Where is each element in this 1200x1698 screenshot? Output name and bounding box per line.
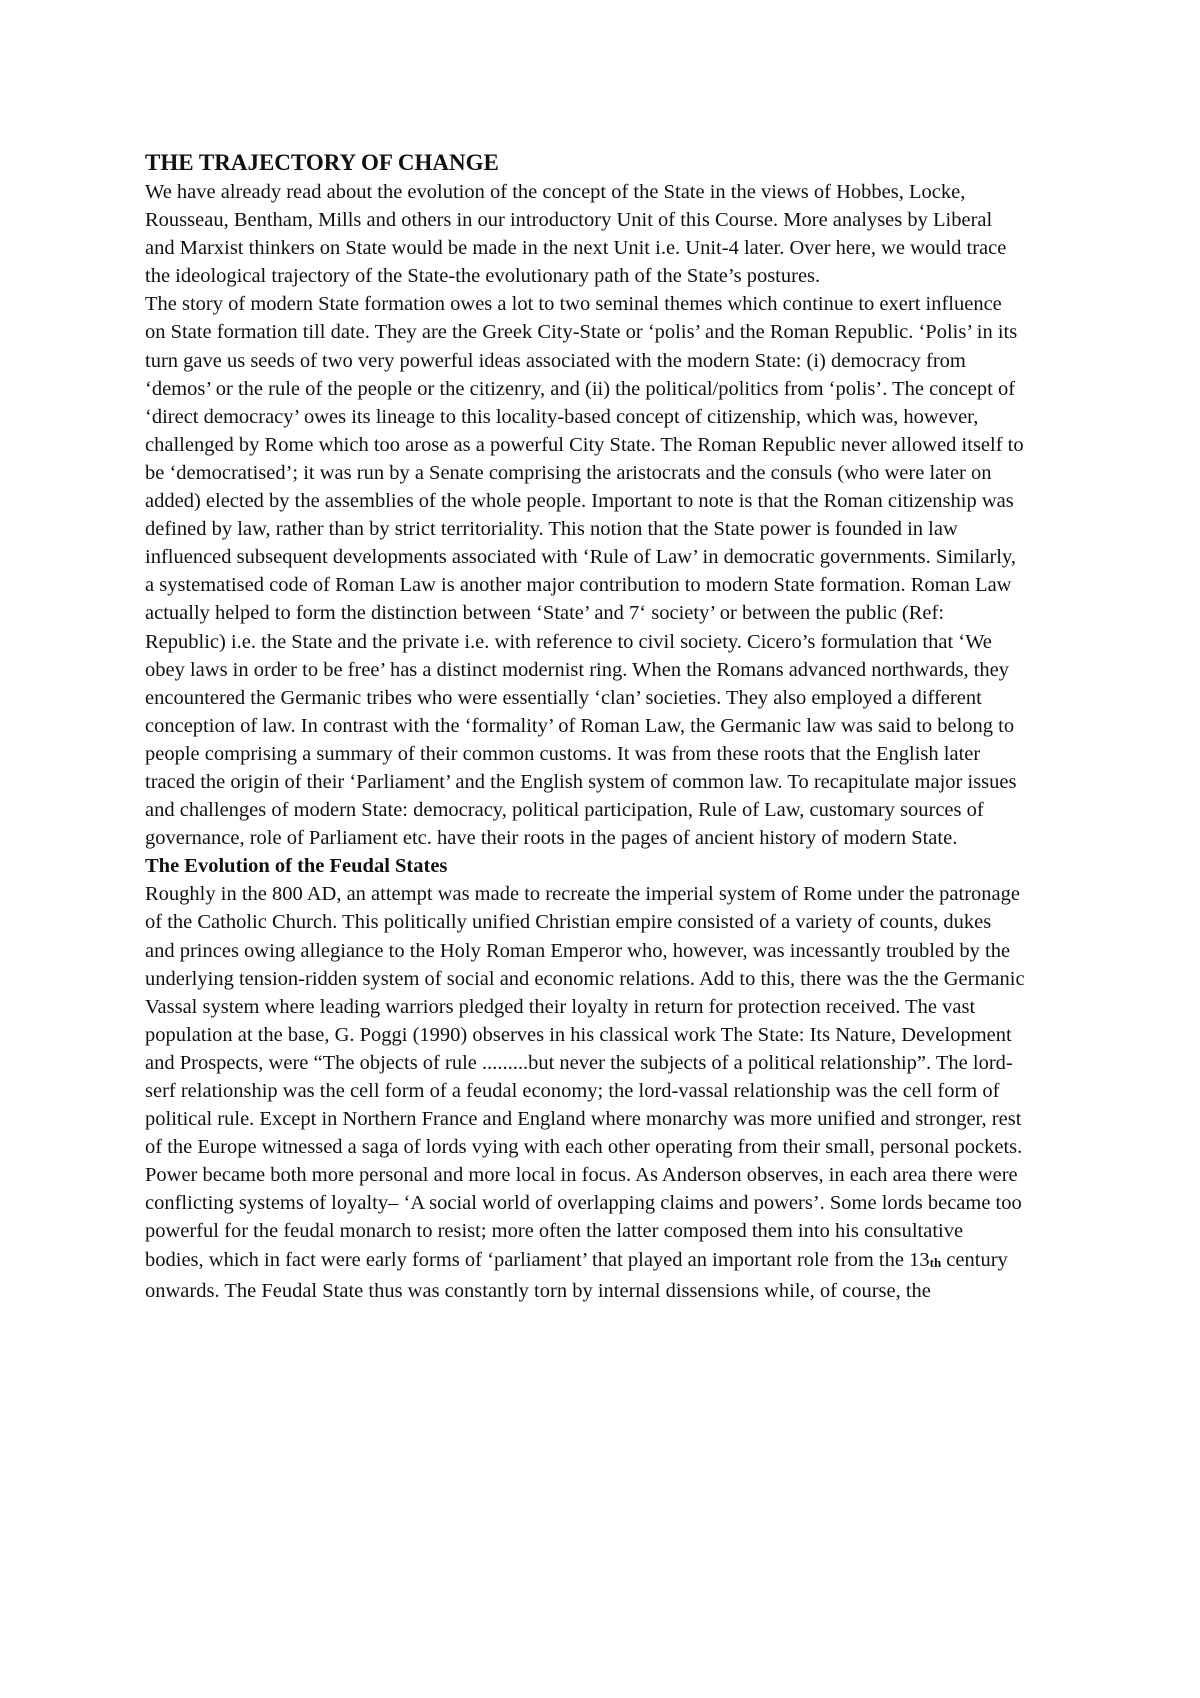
document-title: THE TRAJECTORY OF CHANGE [145, 150, 499, 175]
section-heading-feudal-states: The Evolution of the Feudal States [145, 855, 448, 878]
paragraph-power-text-after: century onwards. The Feudal State thus was constantly torn by internal dissensions while, of course, the [145, 1248, 1008, 1302]
paragraph-power-personal [145, 1161, 1025, 1304]
document-page [145, 148, 1025, 1305]
paragraph-modern-state-formation: The story of modern State formation owes a lot to two seminal themes which continue to exert influence on State formation till date. They are the Greek City-State or ‘polis’ and the Roman Republic. ‘Polis’ in its turn gave us seeds of two very powerful ideas associated with the modern State: (i) democracy from ‘demos’ or the rule of the people or the citizenry, and (ii) the political/politics from ‘polis’. The concept of ‘direct democracy’ owes its lineage to this locality-based concept of citizenship, which was, however, challenged by Rome which too arose as a powerful City State. The Roman Republic never allowed itself to be ‘democratised’; it was run by a Senate comprising the aristocrats and the consuls (who were later on added) elected by the assemblies of the whole people. Important to note is that the Roman citizenship was defined by law, rather than by strict territoriality. This notion that the State power is founded in law influenced subsequent developments associated with ‘Rule of Law’ in democratic governments. Similarly, a systematised code of Roman Law is another major contribution to modern State formation. Roman Law actually helped to form the distinction between ‘State’ and 7‘ society’ or between the public (Ref: Republic) i.e. the State and the private i.e. with reference to civil society. Cicero’s formulation that ‘We obey laws in order to be free’ has a distinct modernist ring. When the Romans advanced northwards, they encountered the Germanic tribes who were essentially ‘clan’ societies. They also employed a different conception of law. In contrast with the ‘formality’ of Roman Law, the Germanic law was said to belong to people comprising a summary of their common customs. It was from these roots that the English later traced the origin of their ‘Parliament’ and the English system of common law. To recapitulate major issues and challenges of modern State: democracy, political participation, Rule of Law, customary sources of governance, role of Parliament etc. have their roots in the pages of ancient history of modern State. [145, 293, 1024, 850]
paragraph-intro: We have already read about the evolution of the concept of the State in the views of Hobbes, Locke, Rousseau, Bentham, Mills and others in our introductory Unit of this Course. More analyses by Liberal and Marxist thinkers on State would be made in the next Unit i.e. Unit-4 later. Over here, we would trace the ideological trajectory of the State-the evolutionary path of the State’s postures. [145, 181, 1007, 288]
ordinal-suffix: th [929, 1254, 942, 1270]
paragraph-power-text-before: Power became both more personal and more local in focus. As Anderson observes, in each area there were conflicting systems of loyalty– ‘A social world of overlapping claims and powers’. Some lords became too powerful for the feudal monarch to resist; more often the latter composed them into his consultative bodies, which in fact were early forms of ‘parliament’ that played an important role from the 13 [145, 1164, 1022, 1271]
paragraph-feudal-empire: Roughly in the 800 AD, an attempt was made to recreate the imperial system of Rome under the patronage of the Catholic Church. This politically unified Christian empire consisted of a variety of counts, dukes and princes owing allegiance to the Holy Roman Emperor who, however, was incessantly troubled by the underlying tension-ridden system of social and economic relations. Add to this, there was the the Germanic Vassal system where leading warriors pledged their loyalty in return for protection received. The vast population at the base, G. Poggi (1990) observes in his classical work The State: Its Nature, Development and Prospects, were “The objects of rule .........but never the subjects of a political relationship”. The lord-serf relationship was the cell form of a feudal economy; the lord-vassal relationship was the cell form of political rule. Except in Northern France and England where monarchy was more unified and stronger, rest of the Europe witnessed a saga of lords vying with each other operating from their small, personal pockets. [145, 883, 1025, 1159]
